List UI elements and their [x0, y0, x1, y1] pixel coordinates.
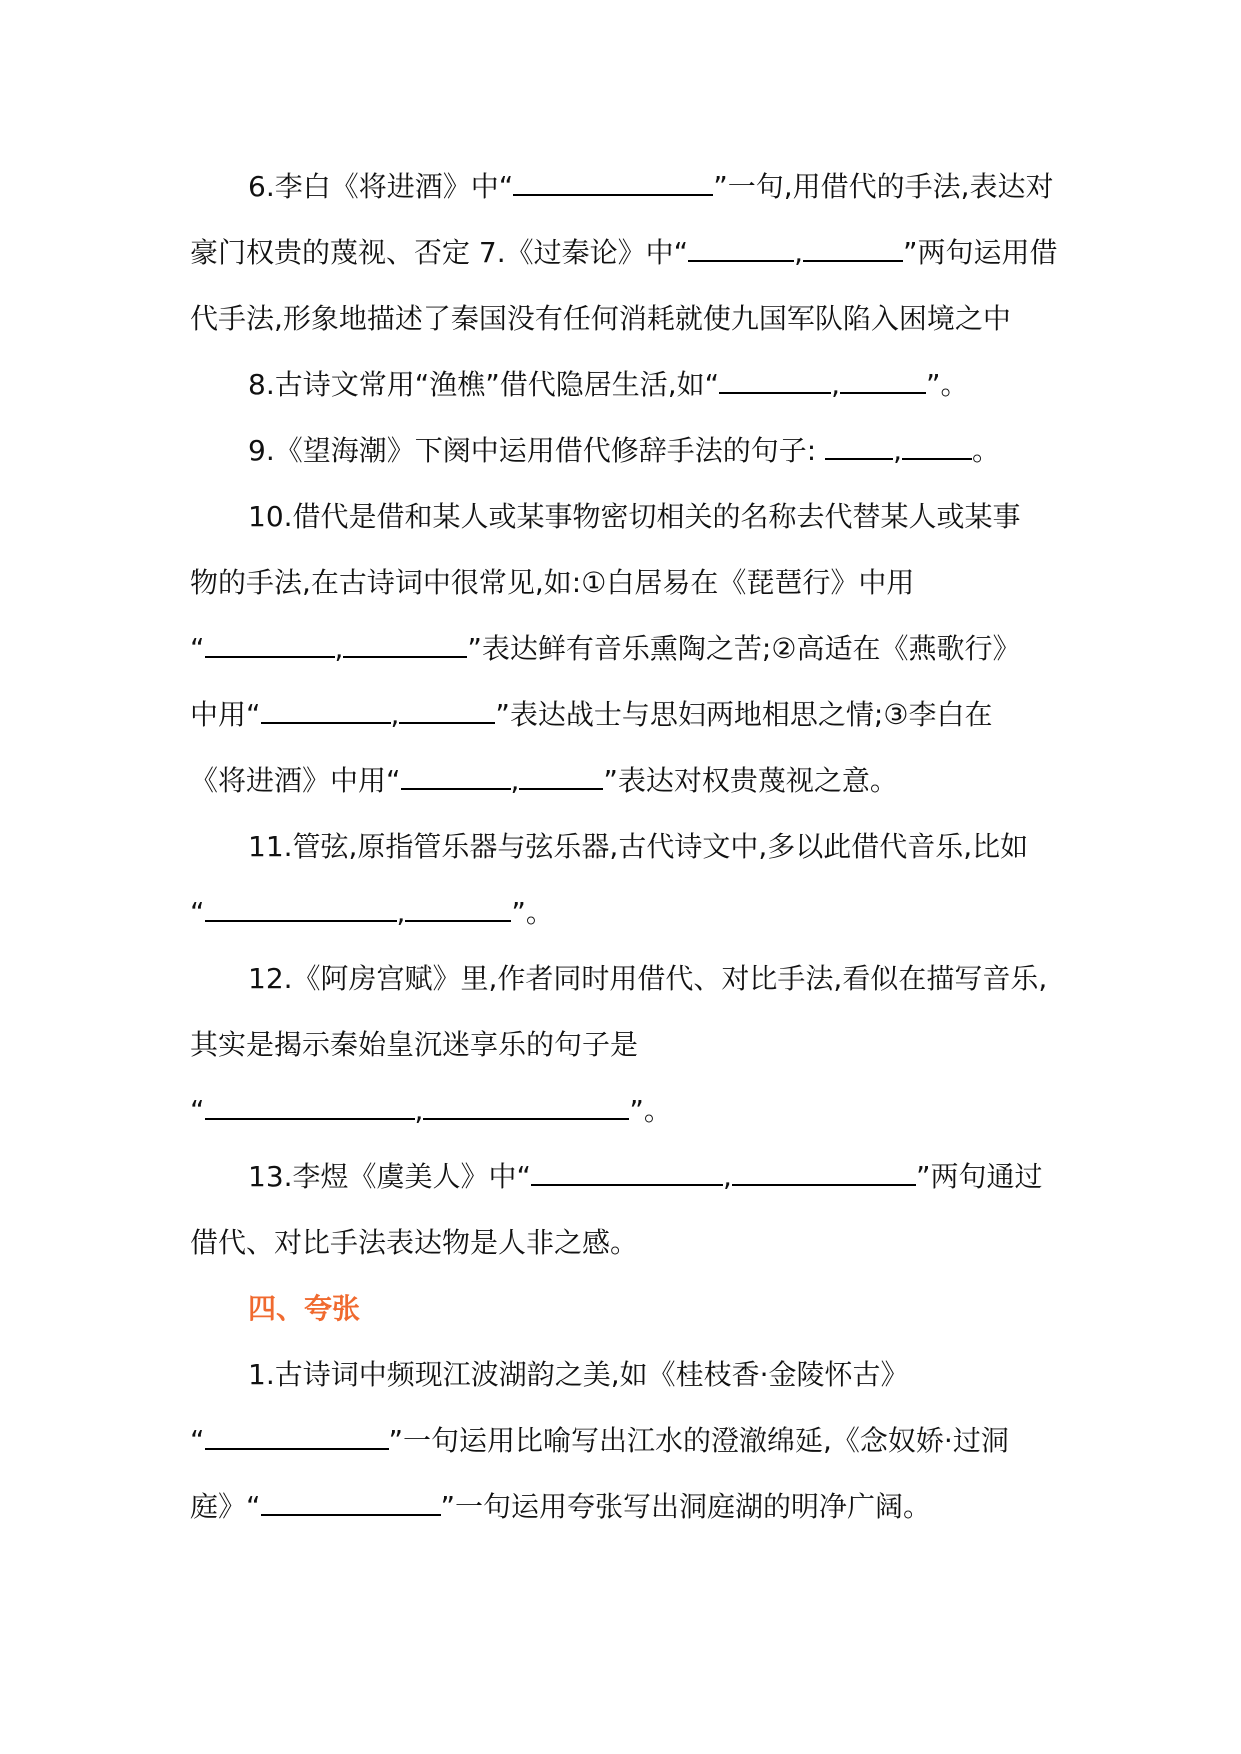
text: ,: [794, 236, 804, 269]
text: 庭》“: [190, 1490, 261, 1523]
text: ,: [510, 764, 520, 797]
text: 12.《阿房宫赋》里,作者同时用借代、对比手法,看似在描写音乐,: [248, 962, 1048, 995]
section-question-1-line-1: [190, 1342, 1060, 1408]
text: “: [190, 1094, 205, 1127]
text: 9.《望海潮》下阕中运用借代修辞手法的句子:: [248, 434, 826, 467]
answer-blank[interactable]: [343, 632, 467, 658]
text: “: [190, 896, 205, 929]
answer-blank[interactable]: [205, 896, 397, 922]
answer-blank[interactable]: [405, 896, 511, 922]
question-10-line-4: [190, 682, 1060, 748]
text: 借代、对比手法表达物是人非之感。: [190, 1226, 639, 1259]
text: ”表达战士与思妇两地相思之情;③李白在: [495, 698, 993, 731]
answer-blank[interactable]: [531, 1160, 723, 1186]
answer-blank[interactable]: [401, 764, 511, 790]
text: ”两句通过: [915, 1160, 1043, 1193]
answer-blank[interactable]: [803, 236, 903, 262]
answer-blank[interactable]: [825, 434, 893, 460]
answer-blank[interactable]: [688, 236, 794, 262]
text: 代手法,形象地描述了秦国没有任何消耗就使九国军队陷入困境之中: [190, 302, 1011, 335]
answer-blank[interactable]: [205, 1094, 415, 1120]
question-11-line-2: [190, 880, 1060, 946]
question-6-line-1: [190, 154, 1060, 220]
answer-blank[interactable]: [399, 698, 495, 724]
question-10-line-2: [190, 550, 1060, 616]
answer-blank[interactable]: [840, 368, 926, 394]
text: ”表达鲜有音乐熏陶之苦;②高适在《燕歌行》: [467, 632, 1021, 665]
text: 10.借代是借和某人或某事物密切相关的名称去代替某人或某事: [248, 500, 1021, 533]
section-question-1-line-3: [190, 1474, 1060, 1540]
text: 13.李煜《虞美人》中“: [248, 1160, 532, 1193]
answer-blank[interactable]: [205, 632, 335, 658]
text: “: [190, 632, 205, 665]
answer-blank[interactable]: [261, 698, 391, 724]
question-6-line-2: [190, 220, 1060, 286]
text: 8.古诗文常用“渔樵”借代隐居生活,如“: [248, 368, 720, 401]
text: ,: [334, 632, 344, 665]
answer-blank[interactable]: [732, 1160, 916, 1186]
question-10-line-3: [190, 616, 1060, 682]
answer-blank[interactable]: [423, 1094, 629, 1120]
text: “: [190, 1424, 205, 1457]
question-10-line-1: [190, 484, 1060, 550]
text: ,: [396, 896, 406, 929]
text: ”。: [629, 1094, 672, 1127]
text: 其实是揭示秦始皇沉迷享乐的句子是: [190, 1028, 639, 1061]
text: ,: [831, 368, 841, 401]
answer-blank[interactable]: [205, 1424, 389, 1450]
text: ”一句运用夸张写出洞庭湖的明净广阔。: [440, 1490, 932, 1523]
answer-blank[interactable]: [519, 764, 603, 790]
answer-blank[interactable]: [513, 170, 713, 196]
text: ”两句运用借: [903, 236, 1058, 269]
text: ”一句,用借代的手法,表达对: [713, 170, 1054, 203]
text: ”。: [926, 368, 969, 401]
section-question-1-line-2: [190, 1408, 1060, 1474]
text: 《将进酒》中用“: [190, 764, 401, 797]
answer-blank[interactable]: [261, 1490, 441, 1516]
text: ”表达对权贵蔑视之意。: [603, 764, 898, 797]
question-10-line-5: [190, 748, 1060, 814]
text: ,: [893, 434, 902, 467]
question-11-line-1: [190, 814, 1060, 880]
text: ,: [414, 1094, 424, 1127]
text: 。: [971, 434, 1000, 467]
document-body: [190, 154, 1060, 1540]
text: ”一句运用比喻写出江水的澄澈绵延,《念奴娇·过洞: [388, 1424, 1009, 1457]
question-8: [190, 352, 1060, 418]
question-13-line-2: [190, 1210, 1060, 1276]
text: ”。: [511, 896, 554, 929]
question-12-line-2: [190, 1012, 1060, 1078]
answer-blank[interactable]: [902, 434, 972, 460]
question-12-line-1: [190, 946, 1060, 1012]
text: 物的手法,在古诗词中很常见,如:①白居易在《琵琶行》中用: [190, 566, 915, 599]
text: 中用“: [190, 698, 261, 731]
question-6-line-3: [190, 286, 1060, 352]
question-9: [190, 418, 1060, 484]
text: ,: [390, 698, 400, 731]
section-title: 四、夸张: [248, 1292, 361, 1325]
text: ,: [723, 1160, 732, 1193]
question-13-line-1: [190, 1144, 1060, 1210]
text: 豪门权贵的蔑视、否定 7.《过秦论》中“: [190, 236, 689, 269]
question-12-line-3: [190, 1078, 1060, 1144]
text: 6.李白《将进酒》中“: [248, 170, 514, 203]
answer-blank[interactable]: [719, 368, 831, 394]
text: 11.管弦,原指管乐器与弦乐器,古代诗文中,多以此借代音乐,比如: [248, 830, 1029, 863]
text: 1.古诗词中频现江波湖韵之美,如《桂枝香·金陵怀古》: [248, 1358, 909, 1391]
